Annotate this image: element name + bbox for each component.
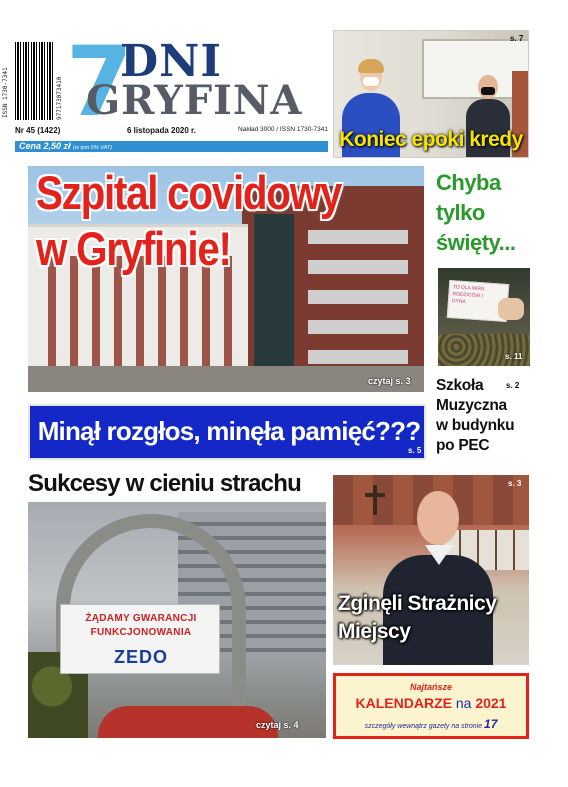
teachers-headline[interactable]: Koniec epoki kredy bbox=[339, 128, 523, 151]
hand bbox=[498, 298, 524, 320]
music-headline-line: Szkoła bbox=[436, 377, 484, 394]
card-text-line: DYNA bbox=[451, 298, 467, 306]
issue-info-row bbox=[15, 126, 328, 138]
music-headline-line: po PEC bbox=[436, 437, 490, 454]
issue-date: 6 listopada 2020 r. bbox=[127, 126, 196, 135]
success-read-more[interactable]: czytaj s. 4 bbox=[256, 720, 299, 730]
price-vat: (w tym 5% VAT) bbox=[73, 145, 113, 151]
card-text-line: TO DLA MIRA bbox=[452, 284, 485, 293]
protest-banner bbox=[60, 604, 220, 674]
calendars-page: 17 bbox=[484, 717, 498, 731]
ground bbox=[28, 366, 424, 392]
issue-number: Nr 45 (1422) bbox=[15, 126, 61, 135]
calendars-year: 2021 bbox=[475, 695, 507, 711]
holy-headline-line: tylko bbox=[436, 200, 485, 225]
guards-headline-line: Zginęli Strażnicy bbox=[338, 592, 497, 615]
calendars-line1: Najtańsze bbox=[409, 682, 453, 692]
barcode-bars bbox=[15, 42, 55, 120]
holy-headline-line: święty... bbox=[436, 230, 516, 255]
calendars-line2 bbox=[336, 695, 526, 711]
fame-headline: Minął rozgłos, minęła pamięć??? bbox=[37, 416, 421, 446]
woman-hair bbox=[358, 59, 384, 73]
calendars-details: szczegóły wewnątrz gazety na stronie bbox=[364, 723, 485, 730]
hospital-read-more[interactable]: czytaj s. 3 bbox=[368, 376, 411, 386]
music-headline-line: Muzyczna bbox=[436, 397, 507, 414]
holy-headline-line: Chyba bbox=[436, 170, 501, 195]
fame-banner[interactable] bbox=[28, 404, 426, 460]
black-mask bbox=[481, 87, 495, 95]
circulation: Nakład 3000 / ISSN 1730-7341 bbox=[238, 126, 328, 133]
glass-facade bbox=[254, 214, 294, 374]
success-headline[interactable]: Sukcesy w cieniu strachu bbox=[28, 470, 301, 497]
guards-headline[interactable] bbox=[338, 590, 524, 646]
holy-headline[interactable] bbox=[436, 168, 536, 258]
cross-icon bbox=[373, 485, 377, 515]
banner-text-line1: ŻĄDAMY GWARANCJI bbox=[85, 613, 197, 624]
calendars-ad[interactable] bbox=[333, 673, 529, 739]
music-page-ref: s. 2 bbox=[506, 381, 520, 390]
fame-page-ref: s. 5 bbox=[408, 446, 422, 455]
guards-page-ref[interactable]: s. 3 bbox=[508, 479, 522, 488]
banner-text-line2: FUNKCJONOWANIA bbox=[90, 627, 192, 638]
logo-numeral: 7 bbox=[66, 26, 133, 138]
officer-head bbox=[417, 491, 459, 545]
logo-title-line2: GRYFINA bbox=[86, 77, 303, 124]
music-school-teaser[interactable] bbox=[436, 376, 530, 466]
price-bar bbox=[15, 141, 328, 152]
calendars-connector: na bbox=[451, 695, 476, 711]
card-text-line: RODZICÓW I bbox=[452, 291, 484, 300]
red-car bbox=[98, 706, 278, 738]
logo-title-line1: DNI bbox=[120, 36, 222, 87]
hospital-headline-line2[interactable]: w Gryfinie! bbox=[36, 222, 231, 275]
barcode-digits: 977173073410 bbox=[56, 76, 63, 120]
hospital-headline-line1[interactable]: Szpital covidowy bbox=[36, 166, 342, 219]
barcode bbox=[15, 42, 55, 120]
white-mask bbox=[363, 77, 379, 86]
calendars-word: KALENDARZE bbox=[355, 695, 452, 711]
music-headline-line: w budynku bbox=[436, 417, 515, 434]
teachers-page-ref[interactable]: s. 7 bbox=[510, 34, 524, 43]
cross-bar bbox=[365, 493, 385, 497]
issn-vertical: ISSN 1730-7341 bbox=[2, 67, 9, 118]
fallen-leaves bbox=[438, 334, 530, 366]
holy-page-ref[interactable]: s. 11 bbox=[505, 352, 523, 361]
calendars-line3 bbox=[336, 717, 526, 731]
brick-windows bbox=[308, 214, 408, 364]
banner-text-line3: ZEDO bbox=[113, 647, 168, 667]
price-value: Cena 2,50 zł bbox=[19, 141, 71, 151]
guards-headline-line: Miejscy bbox=[338, 620, 411, 643]
price-text bbox=[19, 141, 112, 154]
